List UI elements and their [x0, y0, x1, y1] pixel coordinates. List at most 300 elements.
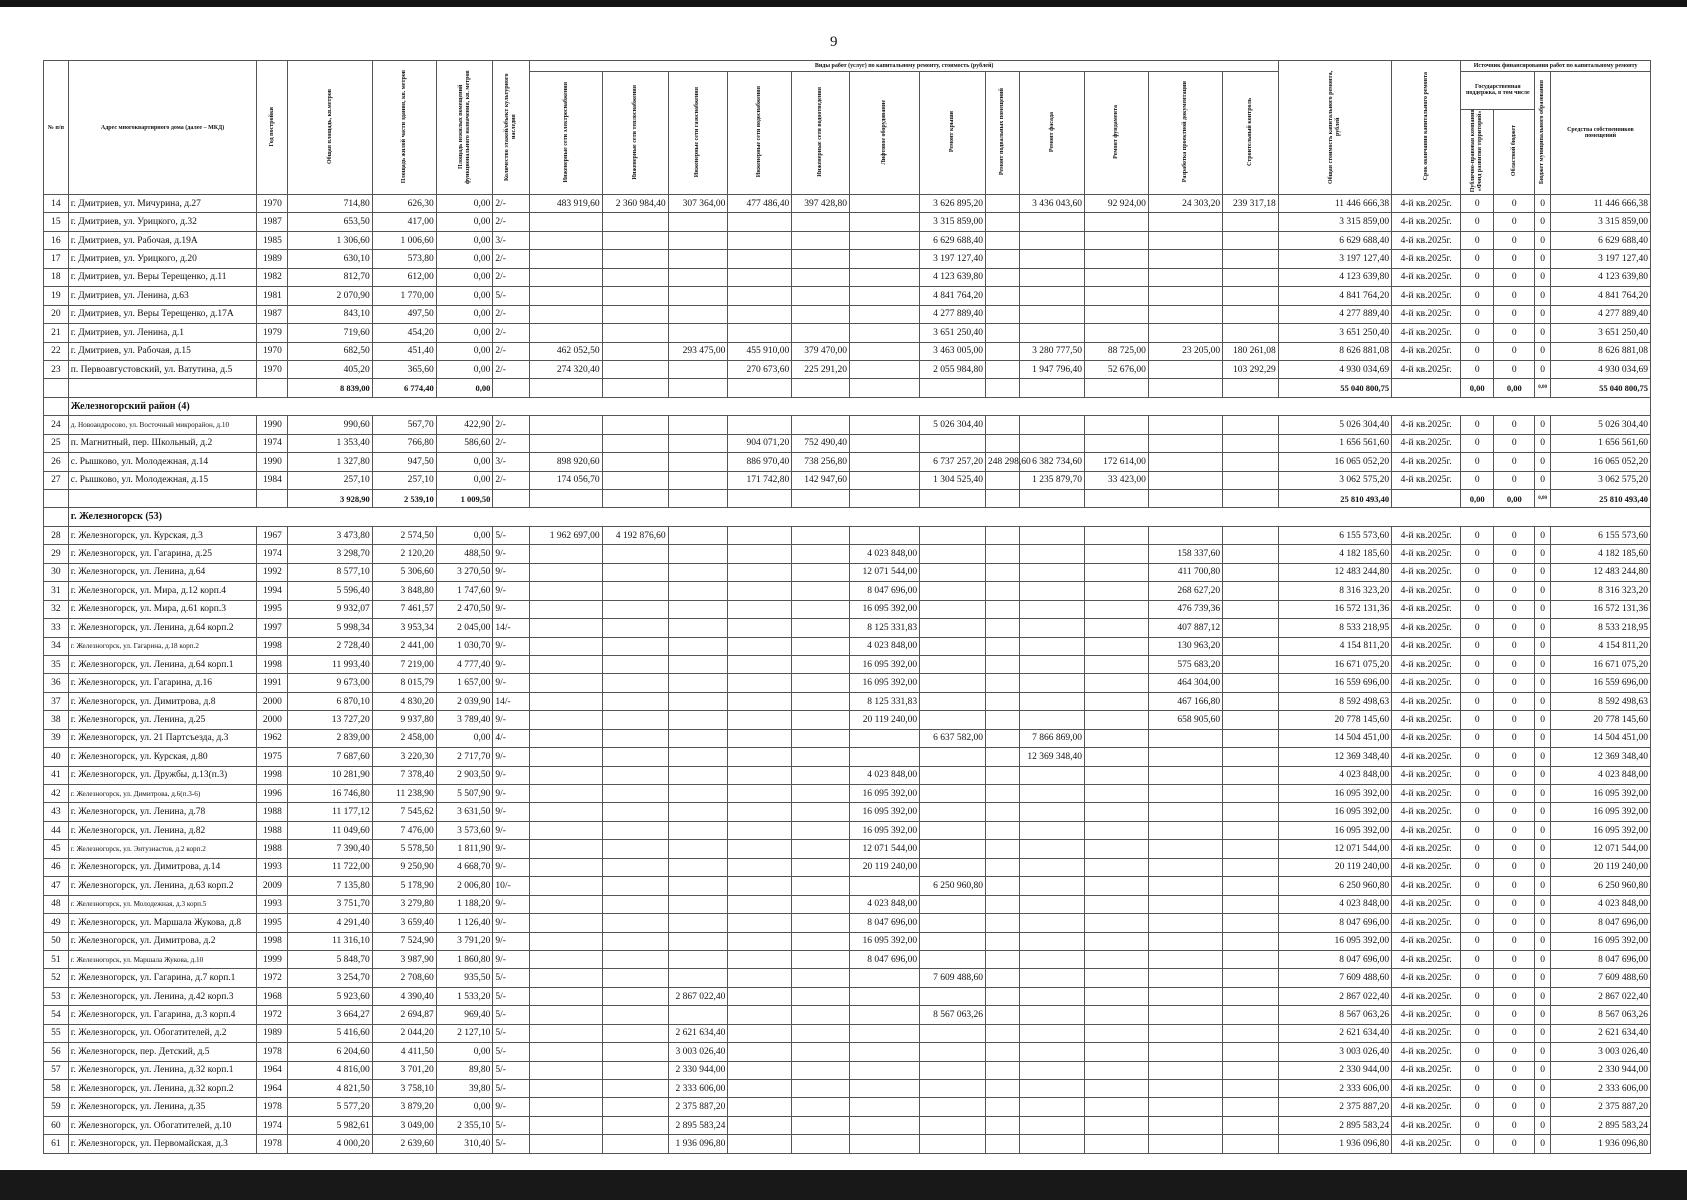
- row-regional: 0: [1494, 969, 1535, 987]
- row-fund: 0: [1461, 324, 1494, 342]
- row-area-living: 4 830,20: [372, 692, 436, 710]
- subtotal-spacer: [792, 379, 850, 397]
- row-total-cost: 20 119 240,00: [1278, 858, 1391, 876]
- row-term: 4-й кв.2025г.: [1392, 821, 1461, 839]
- row-term: 4-й кв.2025г.: [1392, 324, 1461, 342]
- row-area-nonliving: 2 470,50: [436, 600, 493, 618]
- row-work-basement: [986, 1043, 1020, 1061]
- row-address: г. Дмитриев, ул. Урицкого, д.32: [68, 213, 257, 231]
- row-area-nonliving: 1 030,70: [436, 637, 493, 655]
- row-number: 23: [44, 360, 69, 378]
- row-year: 1992: [257, 563, 288, 581]
- row-area-nonliving: 0,00: [436, 526, 493, 544]
- row-work-project-docs: 407 887,12: [1148, 619, 1222, 637]
- row-total-cost: 4 154 811,20: [1278, 637, 1391, 655]
- row-work-basement: [986, 545, 1020, 563]
- row-work-foundation: [1084, 785, 1148, 803]
- row-work-elevator: [850, 268, 920, 286]
- row-address: г. Железногорск, ул. Маршала Жукова, д.10: [68, 950, 257, 968]
- row-work-gas: [668, 655, 728, 673]
- row-area-nonliving: 4 777,40: [436, 655, 493, 673]
- row-floors: 9/-: [493, 600, 530, 618]
- row-municipal: 0: [1535, 987, 1550, 1005]
- row-fund: 0: [1461, 342, 1494, 360]
- row-owners: 5 026 304,40: [1550, 416, 1650, 434]
- row-owners: 8 626 881,08: [1550, 342, 1650, 360]
- row-work-heat: 4 192 876,60: [602, 526, 668, 544]
- subtotal-spacer: [1223, 379, 1279, 397]
- row-work-supervision: [1223, 748, 1279, 766]
- row-number: 14: [44, 195, 69, 213]
- row-fund: 0: [1461, 305, 1494, 323]
- subtotal-spacer: [920, 490, 986, 508]
- row-work-project-docs: [1148, 324, 1222, 342]
- row-work-elevator: [850, 1024, 920, 1042]
- row-number: 46: [44, 858, 69, 876]
- row-work-supervision: [1223, 1024, 1279, 1042]
- row-work-project-docs: [1148, 895, 1222, 913]
- row-year: 1989: [257, 250, 288, 268]
- row-area-nonliving: 0,00: [436, 453, 493, 471]
- row-term: 4-й кв.2025г.: [1392, 840, 1461, 858]
- table-row: [44, 213, 1651, 231]
- row-work-facade: [1020, 821, 1085, 839]
- row-work-basement: [986, 692, 1020, 710]
- header-work-heat: Инженерные сети теплоснабжения: [602, 72, 668, 195]
- row-work-foundation: [1084, 231, 1148, 249]
- row-area-total: 714,80: [288, 195, 373, 213]
- row-floors: 9/-: [493, 1098, 530, 1116]
- row-owners: 2 895 583,24: [1550, 1116, 1650, 1134]
- row-number: 16: [44, 231, 69, 249]
- row-area-nonliving: 1 188,20: [436, 895, 493, 913]
- row-work-electric: [530, 563, 602, 581]
- row-area-total: 653,50: [288, 213, 373, 231]
- row-work-water: [728, 950, 792, 968]
- row-address: г. Железногорск, пер. Детский, д.5: [68, 1043, 257, 1061]
- row-municipal: 0: [1535, 287, 1550, 305]
- row-year: 1998: [257, 637, 288, 655]
- row-area-living: 9 937,80: [372, 711, 436, 729]
- row-fund: 0: [1461, 563, 1494, 581]
- row-regional: 0: [1494, 877, 1535, 895]
- row-work-elevator: 4 023 848,00: [850, 895, 920, 913]
- table-row: [44, 1116, 1651, 1134]
- row-total-cost: 20 778 145,60: [1278, 711, 1391, 729]
- row-year: 1985: [257, 231, 288, 249]
- row-area-living: 3 701,20: [372, 1061, 436, 1079]
- row-regional: 0: [1494, 195, 1535, 213]
- header-num: № п/п: [44, 61, 69, 195]
- row-total-cost: 8 316 323,20: [1278, 582, 1391, 600]
- header-municipal: Бюджет муниципального образования: [1535, 72, 1550, 195]
- table-row: [44, 268, 1651, 286]
- row-regional: 0: [1494, 360, 1535, 378]
- row-regional: 0: [1494, 914, 1535, 932]
- row-number: 50: [44, 932, 69, 950]
- row-total-cost: 3 003 026,40: [1278, 1043, 1391, 1061]
- row-address: г. Железногорск, ул. Ленина, д.82: [68, 821, 257, 839]
- row-work-electric: [530, 1080, 602, 1098]
- row-total-cost: 3 651 250,40: [1278, 324, 1391, 342]
- row-work-water: [728, 1080, 792, 1098]
- row-area-nonliving: 0,00: [436, 195, 493, 213]
- row-total-cost: 4 182 185,60: [1278, 545, 1391, 563]
- row-regional: 0: [1494, 1024, 1535, 1042]
- row-work-project-docs: [1148, 453, 1222, 471]
- row-work-project-docs: [1148, 840, 1222, 858]
- row-municipal: 0: [1535, 1080, 1550, 1098]
- subtotal-owners: 55 040 800,75: [1550, 379, 1650, 397]
- row-work-foundation: [1084, 1024, 1148, 1042]
- row-work-sewer: [792, 231, 850, 249]
- row-work-foundation: 88 725,00: [1084, 342, 1148, 360]
- page-number: 9: [830, 34, 838, 50]
- row-work-water: [728, 1116, 792, 1134]
- row-regional: 0: [1494, 655, 1535, 673]
- row-total-cost: 16 095 392,00: [1278, 803, 1391, 821]
- row-area-living: 7 461,57: [372, 600, 436, 618]
- row-work-basement: [986, 563, 1020, 581]
- row-work-gas: [668, 600, 728, 618]
- row-work-gas: 2 330 944,00: [668, 1061, 728, 1079]
- subtotal-spacer: [1148, 490, 1222, 508]
- row-municipal: 0: [1535, 969, 1550, 987]
- row-work-roof: [920, 821, 986, 839]
- row-area-total: 11 722,00: [288, 858, 373, 876]
- row-work-supervision: [1223, 1043, 1279, 1061]
- row-work-water: [728, 213, 792, 231]
- header-gov-support: Государственная поддержка, в том числе: [1461, 72, 1535, 110]
- row-work-elevator: 16 095 392,00: [850, 674, 920, 692]
- row-area-nonliving: 0,00: [436, 360, 493, 378]
- row-municipal: 0: [1535, 840, 1550, 858]
- row-area-total: 10 281,90: [288, 766, 373, 784]
- row-work-electric: [530, 434, 602, 452]
- row-work-water: [728, 803, 792, 821]
- subtotal-total-cost: 25 810 493,40: [1278, 490, 1391, 508]
- row-work-roof: 7 609 488,60: [920, 969, 986, 987]
- row-work-water: [728, 655, 792, 673]
- subtotal-spacer: [1392, 379, 1461, 397]
- row-work-facade: [1020, 674, 1085, 692]
- row-work-basement: [986, 1006, 1020, 1024]
- row-work-heat: [602, 342, 668, 360]
- row-work-water: 270 673,60: [728, 360, 792, 378]
- row-work-gas: [668, 250, 728, 268]
- row-year: 1988: [257, 821, 288, 839]
- row-owners: 2 375 887,20: [1550, 1098, 1650, 1116]
- row-work-roof: [920, 987, 986, 1005]
- row-work-elevator: 16 095 392,00: [850, 600, 920, 618]
- header-floors: Количество этажей/объект культурного наследия: [493, 61, 530, 195]
- row-number: 30: [44, 563, 69, 581]
- row-owners: 8 047 696,00: [1550, 950, 1650, 968]
- row-work-basement: [986, 711, 1020, 729]
- row-work-sewer: 142 947,60: [792, 471, 850, 489]
- row-fund: 0: [1461, 969, 1494, 987]
- row-work-project-docs: [1148, 360, 1222, 378]
- row-work-elevator: 8 125 331,83: [850, 692, 920, 710]
- row-work-roof: [920, 785, 986, 803]
- row-work-sewer: [792, 1043, 850, 1061]
- row-work-gas: [668, 231, 728, 249]
- row-area-nonliving: 935,50: [436, 969, 493, 987]
- row-work-electric: 174 056,70: [530, 471, 602, 489]
- row-work-electric: [530, 287, 602, 305]
- row-work-supervision: [1223, 803, 1279, 821]
- row-floors: 9/-: [493, 895, 530, 913]
- table-row: [44, 471, 1651, 489]
- row-year: 1978: [257, 1043, 288, 1061]
- row-fund: 0: [1461, 840, 1494, 858]
- row-area-nonliving: 488,50: [436, 545, 493, 563]
- row-area-nonliving: 4 668,70: [436, 858, 493, 876]
- row-work-electric: [530, 268, 602, 286]
- row-work-project-docs: [1148, 877, 1222, 895]
- row-work-project-docs: 24 303,20: [1148, 195, 1222, 213]
- row-area-living: 365,60: [372, 360, 436, 378]
- row-work-water: [728, 858, 792, 876]
- row-regional: 0: [1494, 619, 1535, 637]
- row-owners: 6 629 688,40: [1550, 231, 1650, 249]
- row-work-basement: 248 298,60: [986, 453, 1020, 471]
- row-area-nonliving: 0,00: [436, 231, 493, 249]
- subtotal-area-living: 2 539,10: [372, 490, 436, 508]
- table-row: [44, 711, 1651, 729]
- row-work-project-docs: [1148, 785, 1222, 803]
- subtotal-spacer: [1392, 490, 1461, 508]
- row-work-gas: [668, 637, 728, 655]
- row-work-sewer: [792, 877, 850, 895]
- row-work-foundation: [1084, 987, 1148, 1005]
- row-work-basement: [986, 1135, 1020, 1153]
- row-area-nonliving: 3 270,50: [436, 563, 493, 581]
- row-work-foundation: [1084, 619, 1148, 637]
- row-work-elevator: 20 119 240,00: [850, 711, 920, 729]
- row-address: г. Дмитриев, ул. Веры Терещенко, д.17А: [68, 305, 257, 323]
- row-term: 4-й кв.2025г.: [1392, 453, 1461, 471]
- row-term: 4-й кв.2025г.: [1392, 305, 1461, 323]
- row-municipal: 0: [1535, 914, 1550, 932]
- row-area-total: 4 000,20: [288, 1135, 373, 1153]
- subtotal-municipal: 0,00: [1535, 379, 1550, 397]
- row-work-sewer: 752 490,40: [792, 434, 850, 452]
- row-work-elevator: [850, 987, 920, 1005]
- row-work-basement: [986, 1116, 1020, 1134]
- row-work-sewer: [792, 1116, 850, 1134]
- row-address: с. Рышково, ул. Молодежная, д.14: [68, 453, 257, 471]
- row-work-supervision: [1223, 766, 1279, 784]
- row-area-nonliving: 2 006,80: [436, 877, 493, 895]
- row-work-project-docs: 268 627,20: [1148, 582, 1222, 600]
- row-work-basement: [986, 268, 1020, 286]
- row-work-foundation: [1084, 582, 1148, 600]
- row-work-basement: [986, 803, 1020, 821]
- row-area-total: 1 353,40: [288, 434, 373, 452]
- row-year: 1991: [257, 674, 288, 692]
- table-row: [44, 563, 1651, 581]
- row-work-heat: [602, 711, 668, 729]
- row-work-project-docs: [1148, 729, 1222, 747]
- row-work-project-docs: [1148, 1043, 1222, 1061]
- row-work-basement: [986, 895, 1020, 913]
- table-row: [44, 434, 1651, 452]
- table-row: [44, 785, 1651, 803]
- row-work-electric: [530, 674, 602, 692]
- row-address: г. Дмитриев, ул. Ленина, д.63: [68, 287, 257, 305]
- table-body: [44, 195, 1651, 1154]
- header-work-elevator: Лифтовое оборудование: [850, 72, 920, 195]
- row-work-facade: [1020, 858, 1085, 876]
- row-floors: 9/-: [493, 785, 530, 803]
- row-municipal: 0: [1535, 692, 1550, 710]
- row-work-facade: [1020, 545, 1085, 563]
- row-work-heat: [602, 434, 668, 452]
- row-work-water: [728, 877, 792, 895]
- row-address: д. Новоандросово, ул. Восточный микрорайон, д.10: [68, 416, 257, 434]
- row-work-electric: [530, 1135, 602, 1153]
- row-work-foundation: [1084, 729, 1148, 747]
- row-municipal: 0: [1535, 877, 1550, 895]
- row-fund: 0: [1461, 268, 1494, 286]
- row-work-foundation: [1084, 1061, 1148, 1079]
- row-number: 18: [44, 268, 69, 286]
- row-total-cost: 16 671 075,20: [1278, 655, 1391, 673]
- row-work-water: [728, 674, 792, 692]
- row-area-nonliving: 5 507,90: [436, 785, 493, 803]
- row-work-sewer: [792, 950, 850, 968]
- row-regional: 0: [1494, 748, 1535, 766]
- row-area-total: 812,70: [288, 268, 373, 286]
- row-work-facade: [1020, 268, 1085, 286]
- row-work-water: [728, 914, 792, 932]
- row-owners: 3 197 127,40: [1550, 250, 1650, 268]
- row-work-project-docs: [1148, 416, 1222, 434]
- row-floors: 5/-: [493, 1061, 530, 1079]
- row-work-gas: [668, 287, 728, 305]
- row-work-project-docs: 575 683,20: [1148, 655, 1222, 673]
- row-work-electric: [530, 987, 602, 1005]
- row-total-cost: 2 895 583,24: [1278, 1116, 1391, 1134]
- row-work-sewer: [792, 895, 850, 913]
- row-work-electric: [530, 914, 602, 932]
- row-year: 1972: [257, 969, 288, 987]
- row-area-living: 257,10: [372, 471, 436, 489]
- row-number: 54: [44, 1006, 69, 1024]
- subtotal-spacer: [920, 379, 986, 397]
- row-work-supervision: [1223, 582, 1279, 600]
- row-owners: 2 867 022,40: [1550, 987, 1650, 1005]
- row-work-heat: [602, 600, 668, 618]
- row-work-water: [728, 1098, 792, 1116]
- row-owners: 6 250 960,80: [1550, 877, 1650, 895]
- row-floors: 9/-: [493, 858, 530, 876]
- row-area-living: 11 238,90: [372, 785, 436, 803]
- row-work-gas: 2 621 634,40: [668, 1024, 728, 1042]
- row-work-water: [728, 526, 792, 544]
- header-fund: Публично-правовая компания «Фонд развития территорий»: [1461, 109, 1494, 194]
- row-municipal: 0: [1535, 932, 1550, 950]
- row-area-living: 3 220,30: [372, 748, 436, 766]
- row-work-basement: [986, 324, 1020, 342]
- row-work-foundation: [1084, 287, 1148, 305]
- row-work-basement: [986, 213, 1020, 231]
- row-work-electric: [530, 803, 602, 821]
- subtotal-spacer: [493, 490, 530, 508]
- header-total-cost: Общая стоимость капитального ремонта, рублей: [1278, 61, 1391, 195]
- row-work-roof: [920, 1116, 986, 1134]
- table-row: [44, 1080, 1651, 1098]
- row-floors: 5/-: [493, 1080, 530, 1098]
- row-work-facade: [1020, 1098, 1085, 1116]
- row-work-electric: [530, 711, 602, 729]
- row-work-facade: 1 947 796,40: [1020, 360, 1085, 378]
- row-area-nonliving: 0,00: [436, 287, 493, 305]
- row-area-living: 5 578,50: [372, 840, 436, 858]
- row-year: 1996: [257, 785, 288, 803]
- row-year: 1989: [257, 1024, 288, 1042]
- row-work-facade: [1020, 766, 1085, 784]
- row-work-elevator: [850, 877, 920, 895]
- row-area-living: 2 458,00: [372, 729, 436, 747]
- row-work-heat: [602, 213, 668, 231]
- table-row: [44, 914, 1651, 932]
- row-work-project-docs: 23 205,00: [1148, 342, 1222, 360]
- row-work-heat: [602, 637, 668, 655]
- row-regional: 0: [1494, 305, 1535, 323]
- row-work-foundation: [1084, 932, 1148, 950]
- row-regional: 0: [1494, 729, 1535, 747]
- row-work-electric: [530, 545, 602, 563]
- row-area-living: 2 044,20: [372, 1024, 436, 1042]
- row-work-gas: [668, 305, 728, 323]
- row-work-basement: [986, 932, 1020, 950]
- row-work-gas: [668, 821, 728, 839]
- row-area-living: 3 953,34: [372, 619, 436, 637]
- row-year: 1978: [257, 1135, 288, 1153]
- row-work-elevator: 8 047 696,00: [850, 914, 920, 932]
- header-work-project-docs: Разработка проектной документации: [1148, 72, 1222, 195]
- row-work-water: [728, 582, 792, 600]
- row-work-supervision: [1223, 600, 1279, 618]
- row-area-nonliving: 0,00: [436, 1043, 493, 1061]
- row-work-elevator: [850, 416, 920, 434]
- row-regional: 0: [1494, 932, 1535, 950]
- row-municipal: 0: [1535, 1006, 1550, 1024]
- row-work-basement: [986, 582, 1020, 600]
- row-fund: 0: [1461, 360, 1494, 378]
- row-area-total: 5 416,60: [288, 1024, 373, 1042]
- row-regional: 0: [1494, 582, 1535, 600]
- row-fund: 0: [1461, 950, 1494, 968]
- row-work-electric: [530, 932, 602, 950]
- row-municipal: 0: [1535, 766, 1550, 784]
- row-work-gas: 3 003 026,40: [668, 1043, 728, 1061]
- table-row: [44, 692, 1651, 710]
- row-regional: 0: [1494, 545, 1535, 563]
- row-number: 38: [44, 711, 69, 729]
- section-header-row: [44, 508, 1651, 526]
- row-work-roof: 6 637 582,00: [920, 729, 986, 747]
- row-work-foundation: [1084, 213, 1148, 231]
- table-row: [44, 250, 1651, 268]
- row-work-foundation: 172 614,00: [1084, 453, 1148, 471]
- row-work-supervision: [1223, 1098, 1279, 1116]
- row-work-sewer: [792, 324, 850, 342]
- table-row: [44, 877, 1651, 895]
- subtotal-owners: 25 810 493,40: [1550, 490, 1650, 508]
